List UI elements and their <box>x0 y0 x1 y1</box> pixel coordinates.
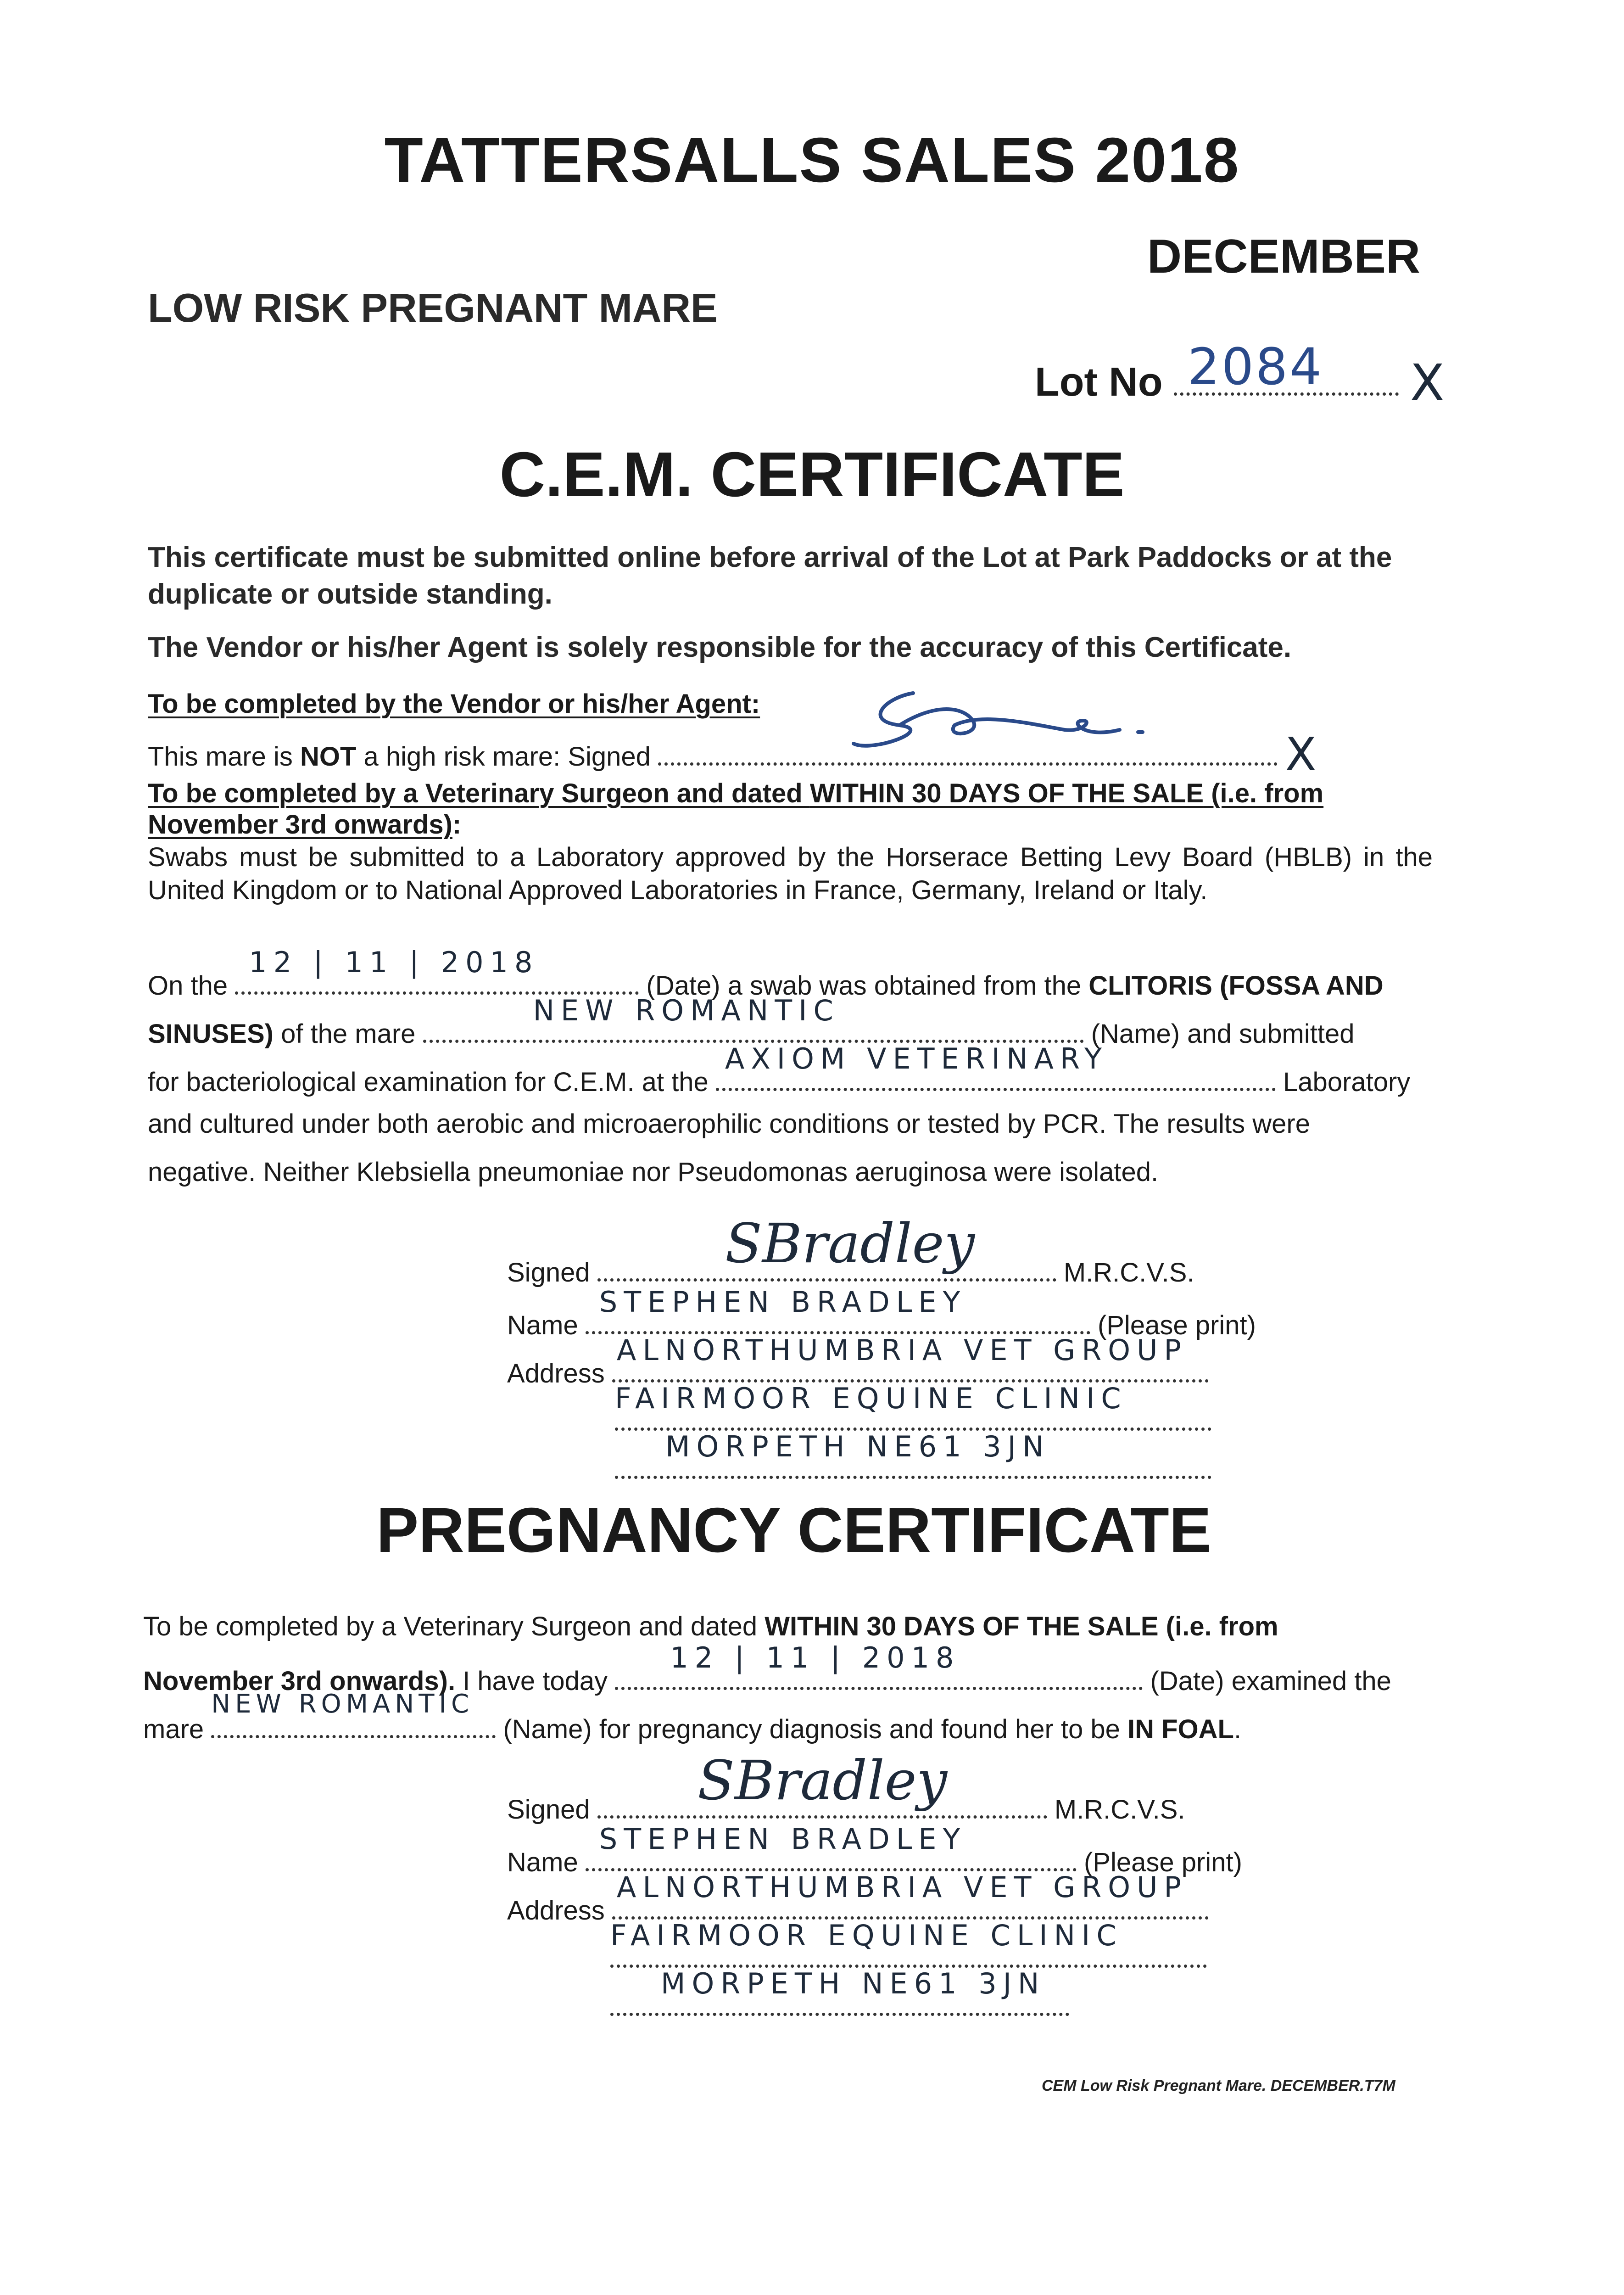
cem-address-line3-value: MORPETH NE61 3JN <box>665 1430 1050 1463</box>
swab-date-value: 12 | 11 | 2018 <box>249 946 539 979</box>
lot-number-value: 2084 <box>1188 337 1323 396</box>
pregnancy-address-line2-value: FAIRMOOR EQUINE CLINIC <box>610 1919 1123 1952</box>
pregnancy-date-suffix: (Date) examined the <box>1150 1666 1391 1696</box>
pregnancy-address-label: Address <box>507 1896 605 1926</box>
mare-name-field[interactable] <box>423 994 1084 1043</box>
pregnancy-address-field-1[interactable] <box>612 1870 1209 1920</box>
pregnancy-mrcvs-label: M.R.C.V.S. <box>1054 1795 1185 1825</box>
of-the-mare-label: of the mare <box>273 1019 416 1049</box>
vet-heading-part-d: November 3rd onwards) <box>148 810 452 840</box>
pregnancy-address-field-3[interactable] <box>610 1967 1069 2016</box>
vet-heading-part-a: To be completed by a Veterinary Surgeon and dated <box>148 778 810 808</box>
cem-address-field-3[interactable] <box>615 1430 1211 1479</box>
cem-please-print-label: (Please print) <box>1097 1310 1256 1340</box>
swab-site-text: CLITORIS (FOSSA AND <box>1088 971 1384 1001</box>
swab-date-field[interactable] <box>235 946 639 995</box>
cem-vet-signature: SBradley <box>725 1212 975 1275</box>
bacteriological-text: for bacteriological examination for C.E.M. at the <box>148 1067 709 1097</box>
lot-number-row <box>1035 337 1445 412</box>
mare-name-value: NEW ROMANTIC <box>533 994 840 1027</box>
laboratory-field[interactable] <box>716 1042 1276 1091</box>
cem-intro-text: This certificate must be submitted online before arrival of the Lot at Park Paddocks or at the duplicate or outside standing. <box>148 542 1392 610</box>
pregnancy-date-value: 12 | 11 | 2018 <box>670 1641 960 1674</box>
vet-section-heading <box>148 778 1323 809</box>
pregnancy-name-field[interactable] <box>586 1822 1077 1871</box>
pregnancy-address-line3 <box>610 1967 1069 2022</box>
cem-responsibility-text: The Vendor or his/her Agent is solely responsible for the accuracy of this Certificate. <box>148 632 1292 663</box>
cem-address-field-2[interactable] <box>615 1382 1211 1431</box>
pregnancy-line2-bold: November 3rd onwards). <box>143 1666 456 1696</box>
on-the-label: On the <box>148 971 228 1001</box>
vendor-signature <box>844 675 1211 757</box>
cem-address-line1-value: ALNORTHUMBRIA VET GROUP <box>616 1333 1188 1367</box>
lot-number-label: Lot No <box>1035 359 1163 404</box>
laboratory-line <box>148 1042 1411 1097</box>
pregnancy-diagnosis-text: (Name) for pregnancy diagnosis and found her to be <box>503 1714 1127 1744</box>
sale-month: DECEMBER <box>1147 230 1421 283</box>
cem-signed-label: Signed <box>507 1258 590 1287</box>
pregnancy-line1-bold: WITHIN 30 DAYS OF THE SALE (i.e. from <box>765 1612 1278 1641</box>
laboratory-label: Laboratory <box>1283 1067 1411 1097</box>
pregnancy-mare-value: NEW ROMANTIC <box>211 1689 474 1719</box>
cem-address-field-1[interactable] <box>612 1333 1209 1383</box>
vendor-section-heading: To be completed by the Vendor or his/her Agent: <box>148 689 760 719</box>
document-subtitle: LOW RISK PREGNANT MARE <box>148 285 718 330</box>
pregnancy-line3 <box>143 1689 1242 1745</box>
swab-requirements-text: Swabs must be submitted to a Laboratory approved by the Horserace Betting Levy Board (HBLB) in the United Kingdom or to National Approved Laboratories in France, Germany, Ireland or Italy. <box>148 842 1433 905</box>
document-title: TATTERSALLS SALES 2018 <box>384 125 1240 196</box>
pregnancy-mare-field[interactable] <box>211 1689 496 1738</box>
pregnancy-please-print-label: (Please print) <box>1083 1847 1242 1877</box>
vendor-declaration-not: NOT <box>300 742 357 772</box>
pregnancy-address-field-2[interactable] <box>610 1919 1207 1968</box>
form-code-footer: CEM Low Risk Pregnant Mare. DECEMBER.T7M <box>1042 2077 1395 2094</box>
pregnancy-name-label: Name <box>507 1847 578 1877</box>
pregnancy-date-field[interactable] <box>615 1641 1143 1690</box>
pregnancy-line2-text: I have today <box>455 1666 608 1696</box>
negative-results-text: negative. Neither Klebsiella pneumoniae nor Pseudomonas aeruginosa were isolated. <box>148 1157 1159 1187</box>
pregnancy-certificate-title: PREGNANCY CERTIFICATE <box>376 1495 1211 1566</box>
cem-certificate-title: C.E.M. CERTIFICATE <box>499 439 1125 510</box>
cem-name-value: STEPHEN BRADLEY <box>599 1285 967 1319</box>
cultured-text: and cultured under both aerobic and microaerophilic conditions or tested by PCR. The results were <box>148 1109 1310 1139</box>
pregnancy-address-line3-value: MORPETH NE61 3JN <box>661 1967 1046 2000</box>
cem-address-line3 <box>615 1430 1211 1485</box>
cem-name-label: Name <box>507 1310 578 1340</box>
sinuses-text: SINUSES) <box>148 1019 273 1049</box>
in-foal-text: IN FOAL <box>1127 1714 1234 1744</box>
vet-section-heading-line2 <box>148 809 461 840</box>
vendor-declaration-signed-label: a high risk mare: Signed <box>356 742 651 772</box>
vendor-declaration-text: This mare is <box>148 742 300 772</box>
vendor-signature-mark: X <box>1285 728 1317 781</box>
pregnancy-name-value: STEPHEN BRADLEY <box>599 1822 967 1856</box>
cem-address-label: Address <box>507 1359 605 1388</box>
pregnancy-line1-text: To be completed by a Veterinary Surgeon and dated <box>143 1612 765 1641</box>
swab-date-text: (Date) a swab was obtained from the <box>646 971 1089 1001</box>
vet-heading-part-c: (i.e. from <box>1204 778 1324 808</box>
laboratory-value: AXIOM VETERINARY <box>725 1042 1108 1075</box>
pregnancy-vet-signature: SBradley <box>698 1749 948 1812</box>
pregnancy-line1 <box>143 1611 1278 1642</box>
pregnancy-period: . <box>1233 1714 1242 1744</box>
cem-mrcvs-label: M.R.C.V.S. <box>1063 1258 1194 1287</box>
cem-address-line2-value: FAIRMOOR EQUINE CLINIC <box>615 1382 1127 1415</box>
pregnancy-signed-label: Signed <box>507 1795 590 1825</box>
pregnancy-address-line1-value: ALNORTHUMBRIA VET GROUP <box>616 1870 1188 1904</box>
vet-heading-part-e: : <box>452 810 462 840</box>
name-submitted-text: (Name) and submitted <box>1091 1019 1355 1049</box>
lot-number-mark: X <box>1410 353 1445 412</box>
vet-heading-part-b: WITHIN 30 DAYS OF THE SALE <box>809 778 1204 808</box>
cem-name-field[interactable] <box>586 1285 1090 1334</box>
lot-number-field[interactable] <box>1174 337 1399 396</box>
pregnancy-mare-label: mare <box>143 1714 204 1744</box>
